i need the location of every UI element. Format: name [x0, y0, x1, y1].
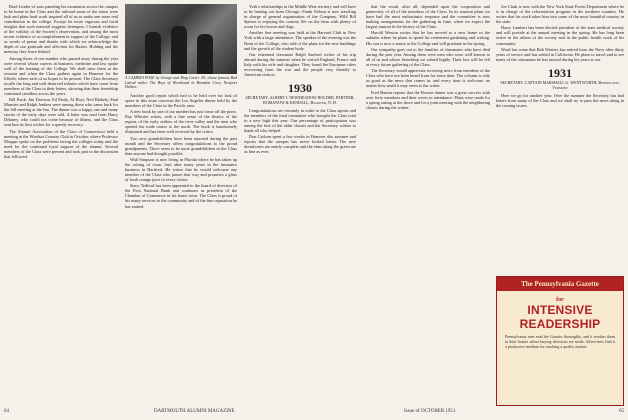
paragraph: Joe Clark is now with the New York State Forest Department where he is in charge of the reforestation program in the northern counties. He writes that his work takes him into some of the most beautiful country in the state. — [496, 4, 624, 25]
secretary-line: SECRETARY, CAPTAIN MARSHALL G. WENTWORTH, Bennington, Vermont — [500, 79, 620, 90]
paragraph: York's relationships in the Middle West territory and will have to be leading out from Chicago. Frank Nelson is now traveling in charge of general organization of the Company. Wild Bill Spence is enjoying the country life on the farm with plenty of room for his horses and dogs. — [244, 4, 356, 30]
ad-copy: Pennsylvania men read the Gazette thoroughly, and it reaches them in their homes where buying decisions are made. Advertisers find it a productive medium for reaching a quality market. — [505, 334, 615, 349]
paragraph: Walt Simpson is now living in Florida where he has taken up the raising of citrus fruit after many years in the insurance business in Hartford. He writes that he would welcome any member of the Class who passes that way and promises a glass of fresh orange juice to every visitor. — [125, 156, 237, 183]
gazette-advertisement — [496, 276, 624, 406]
class-year-heading: 1931 — [548, 65, 572, 80]
paragraph: Another fine meeting was held at the Harvard Club in New York with a large attendance. The speaker of the evening was the Dean of the College, who told of the plans for the new buildings and the growth of the student body. — [244, 30, 356, 51]
column-3 — [244, 4, 356, 406]
photo-caption: A CAMERA POSE by George and Bing Carter '29, whose famous Bud Lafrad rather The Boys of Woodward in Brandon Cove, Newport Harbor. — [125, 76, 237, 90]
paragraph: Among those of our number who passed away during the year were several whose careers in business, medicine and law spoke well of the training of the College. We shall miss them at the reunion and when the Class gathers again in Hanover for the fiftieth, where each of us hopes to be present. The Class Secretary recalls the long and well deserved tributes which have come from members of the Class in their letters, showing that their friendship continued steadfast across the years. — [4, 55, 118, 96]
left-page-number: 64 — [4, 409, 9, 414]
paragraph: Another good report which had to be held over for lack of space in this issue concerns the Los Angeles dinner held by the members of the Class in the Pacific area. — [125, 92, 237, 108]
person-figure — [197, 34, 213, 74]
class-photo — [125, 4, 237, 74]
paragraph: Harry Lambert has been elected president of the state medical society and will preside at the annual meeting in the spring. He has long been active in the affairs of the society and in the public health work of his community. — [496, 25, 624, 46]
paragraph: Harold Weston writes that he has moved to a new home in the suburbs where he plans to spend his retirement gardening and writing. His son is now a senior at the College and will graduate in the spring. — [366, 30, 490, 46]
paragraph: Our sympathy goes out to the families of classmates who have died during the past year. Among them were men who were well known to all of us and whose friendship we valued highly. Their loss will be felt at every future gathering of the Class. — [366, 46, 490, 67]
person-figure — [145, 32, 161, 74]
person-figure — [171, 26, 187, 74]
column-2 — [125, 4, 237, 406]
right-running-title: Issue of OCTOBER 1951 — [404, 409, 456, 414]
paragraph: Our esteemed classmate Ralph Sanford writes of his trip abroad during the summer when he visited England, France and Italy with his wife and daughter. They found the European cities recovering from the war and the people very friendly to American visitors. — [244, 51, 356, 77]
page-footer — [4, 408, 624, 418]
ad-for-text: for — [556, 297, 564, 303]
paragraph: Here we go for another year. Over the summer the Secretary has had letters from many of the Class and we shall try to pass the news along in the coming issues. — [496, 92, 624, 108]
paragraph: Brad Leader of sons paneling his mountains across the campus to be home in the Class and the railroad some of the trains were lush and plain hard work inspired all of us to make one more real contribution to the college. Except for more vigorous and lucid insights that such material suggests hereupon, I furnish evidence of the validity of the Society's observation, and among the most recent evidence of accomplishment in support of the College; and as words of praise and thanks with which we acknowledge the depth of our gratitude and affection for Baxter, Holding and the memory they leave behind. — [4, 4, 118, 55]
column-5 — [496, 4, 624, 272]
class-year-heading: 1930 — [288, 81, 312, 96]
column-1 — [4, 4, 118, 406]
ad-brand: The Pennsylvania Gazette — [497, 277, 623, 291]
secretary-line: SECRETARY, ALBERT I. NEWMEADOW HOLDER, PARTNER, ROMANOW & KENDALL, Hanover, N. H. — [245, 95, 355, 105]
paragraph: Congratulations are certainly in order to the Class agents and the members of the fund committee who brought the Class total to a new high this year. Our percentage of participation was among the best of the older classes and the Secretary wishes to thank all who helped. — [244, 107, 356, 134]
paragraph: Don Carlson spent a few weeks in Hanover this summer and reports that the campus has never looked better. The new dormitories are nearly complete and the elms along the green are as fine as ever. — [244, 134, 356, 155]
paragraph: Word has come that Bob Winters has retired from the Navy after thirty years of service and has settled in California. He plans to travel and to see many of the classmates he has missed during his years at sea. — [496, 46, 624, 62]
paragraph: that the result, after all, depended upon the cooperation and generosity of all of the members of the Class. In its reunion plans we have had the most enthusiastic response and the committee is now making arrangements for the gathering in June, when we expect the largest turnout in the history of the Class. — [366, 4, 490, 30]
left-running-title: DARTMOUTH ALUMNI MAGAZINE — [154, 409, 235, 414]
paragraph: A new book by one of our number has just come off the press. Ray Whittier writes, with a fine sense of the history of the region, of the early settlers of the river valley and the men who opened the trade routes to the north. The book is handsomely illustrated and has been well received by the critics. — [125, 109, 237, 135]
paragraph: The Secretary would appreciate receiving news from members of the Class who have not been heard from for some time. The column is only as good as the news that comes in, and every item is welcome, no matter how small it may seem to the writer. — [366, 68, 490, 89]
paragraph: Bill Buck, Jim Dawson, Ed Pauly, Al Hoyt, Ned Blakely, Paul Munster and Ralph Jenkins were among those who came back for the fall meeting at the Inn. The dinner was a happy one and many stories of the early days were told. A letter was read from Harry Delaney, who could not come because of illness, and the Class sent him its best wishes for a speedy recovery. — [4, 97, 118, 128]
paragraph: The Alumni Association of the Class of Connecticut held a meeting at the Windsor Country Club in October, where Professor Morgan spoke on the problems facing the colleges today and the need for the continued loyal support of the alumni. Several members of the Class were present and took part in the discussion that followed. — [4, 128, 118, 159]
right-page-number: 65 — [619, 409, 624, 414]
paragraph: Fred Barton reports that the Boston dinner was a great success with over forty members and their wives in attendance. Plans were made for a spring outing at the shore and for a joint meeting with the neighboring classes during the winter. — [366, 89, 490, 110]
column-4 — [366, 4, 490, 406]
paragraph: Stacy Tedford has been appointed to the board of directors of the First National Bank and continues as president of the Chamber of Commerce in his home town. The Class is proud of his many services to the community and of the fine reputation he has earned. — [125, 183, 237, 209]
paragraph: Two new grandchildren have been reported during the past month and the Secretary offers congratulations to the proud grandparents. There seem to be more grandchildren in the Class than anyone had thought possible. — [125, 135, 237, 156]
columns — [4, 4, 624, 406]
ad-headline: INTENSIVE READERSHIP — [519, 303, 601, 331]
